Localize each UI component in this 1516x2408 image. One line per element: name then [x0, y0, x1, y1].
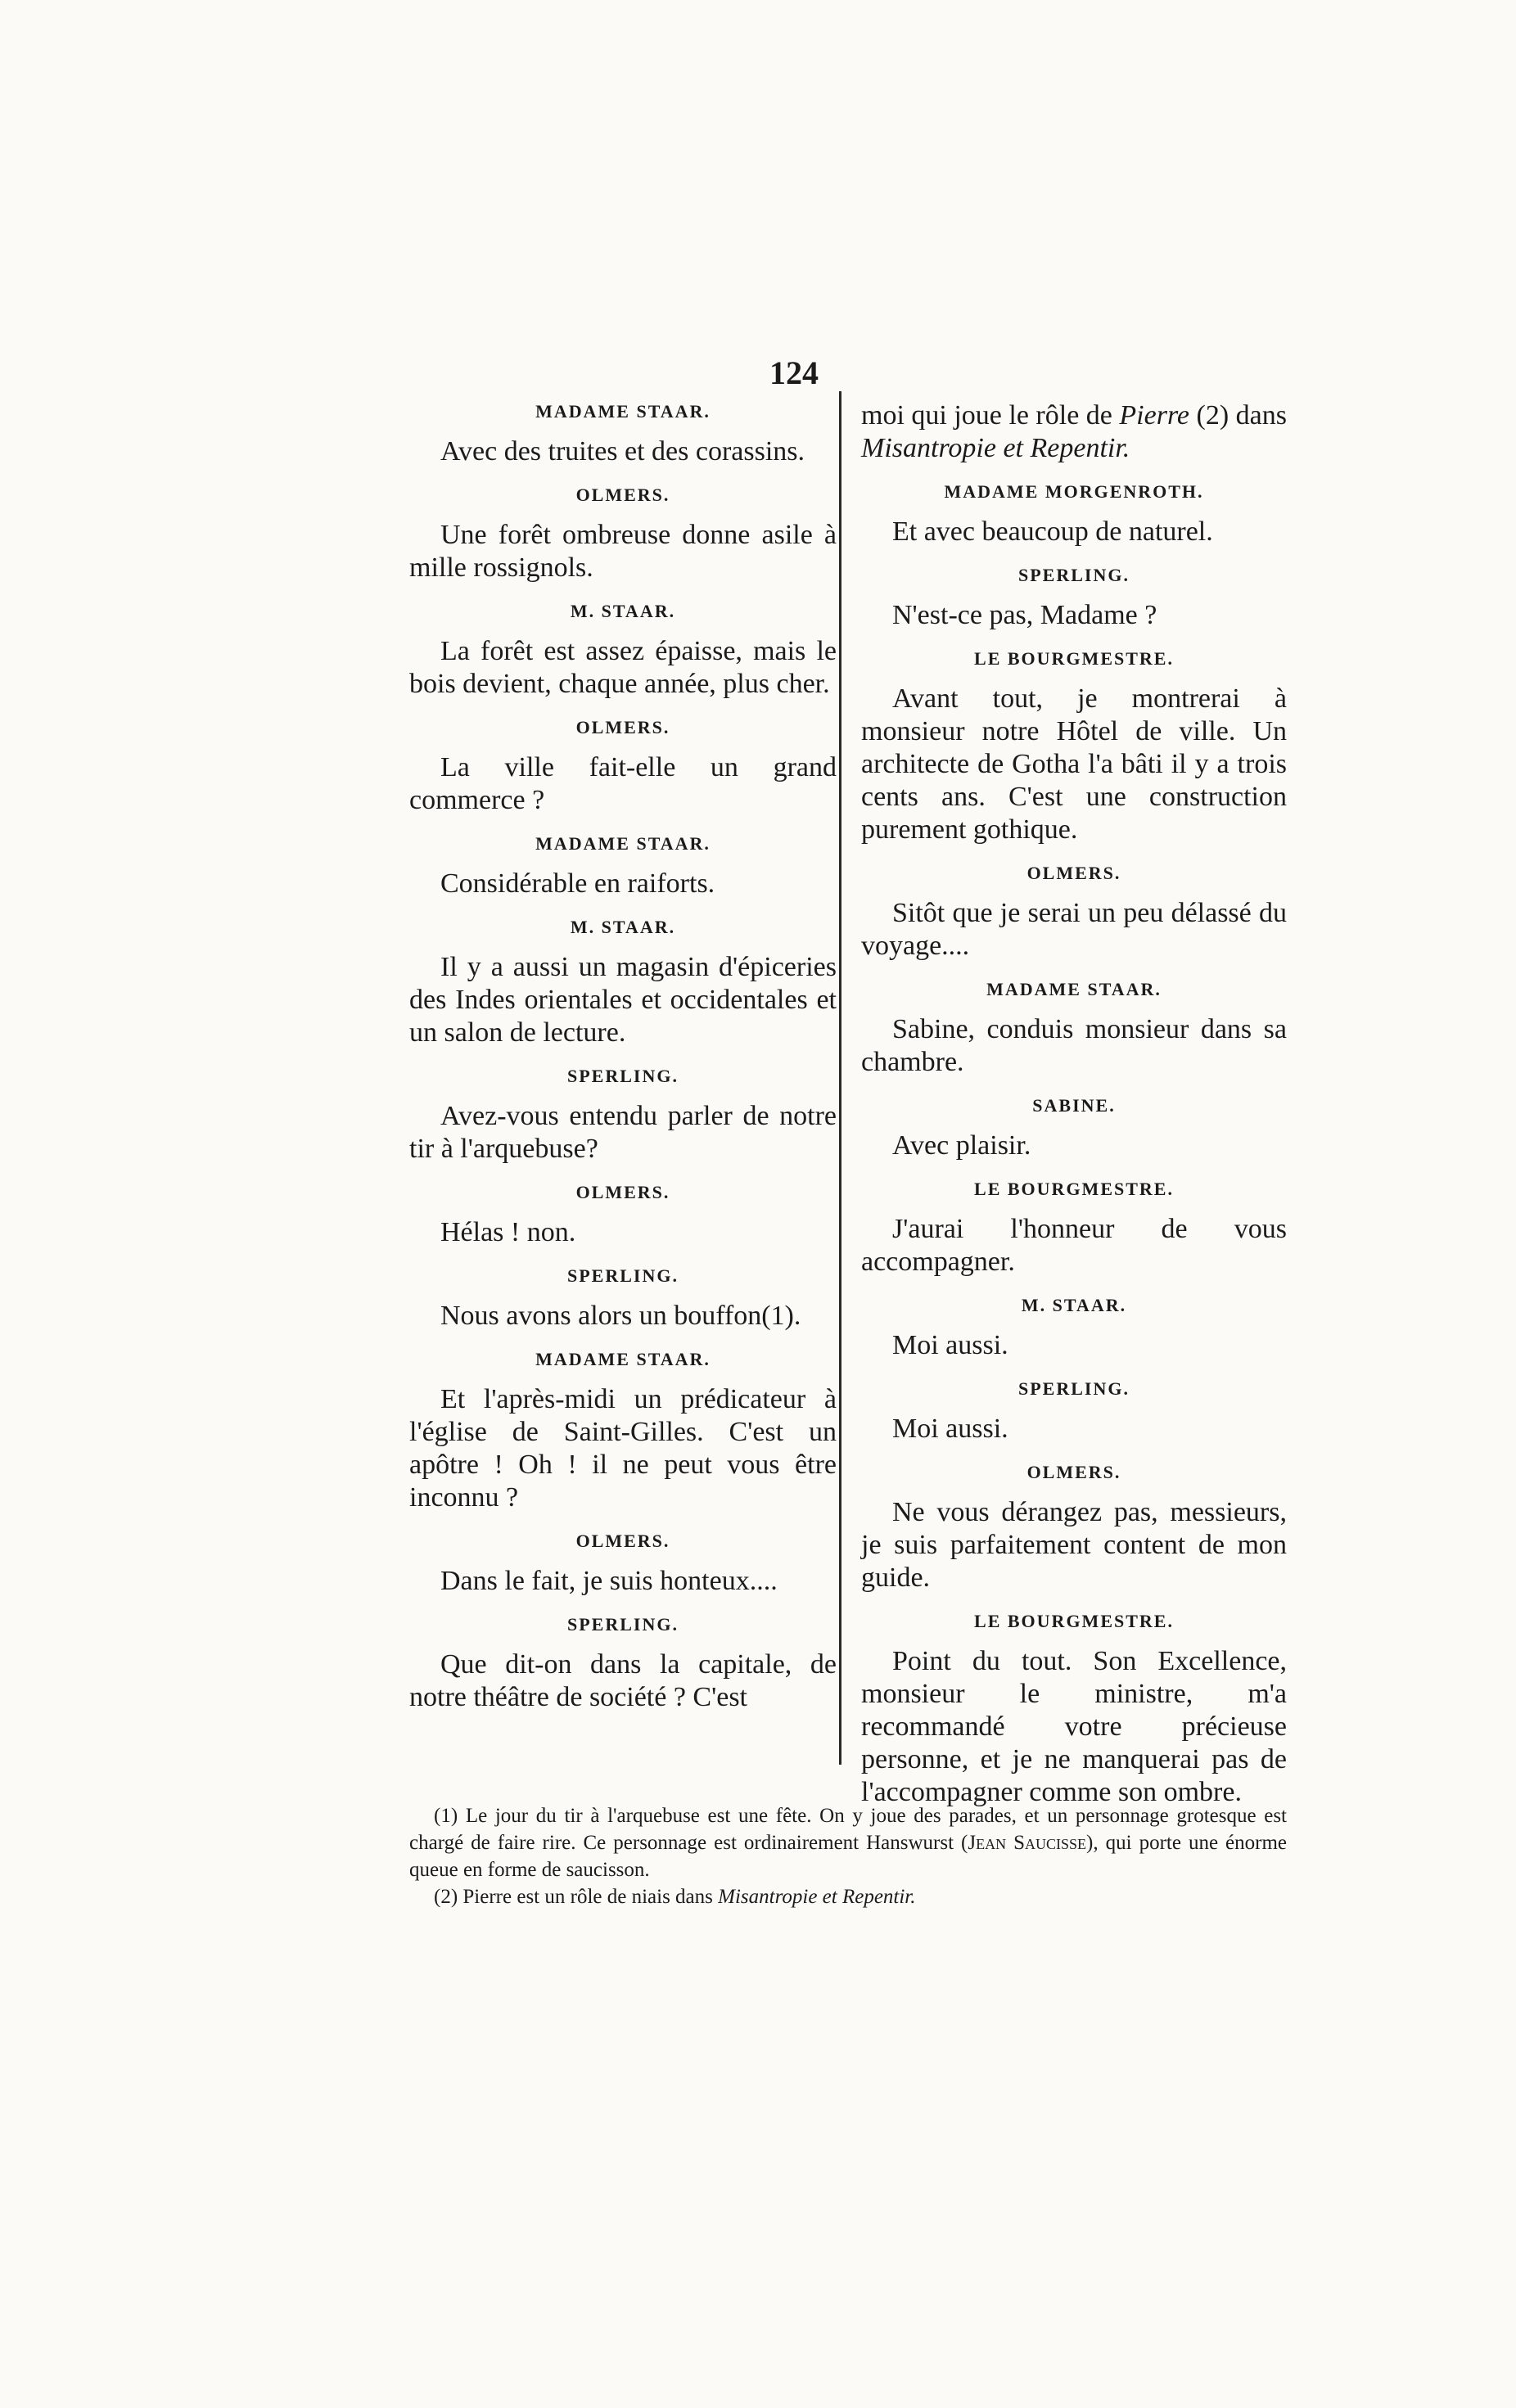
- dialogue-block: [861, 647, 1287, 846]
- speech-text: Avec des truites et des corassins.: [440, 436, 805, 467]
- dialogue-block: [409, 1180, 837, 1249]
- speaker-name: SPERLING.: [1018, 565, 1130, 585]
- footnote-2: [409, 1883, 1287, 1910]
- role-name: Pierre: [1119, 400, 1190, 431]
- speech-text: Et avec beaucoup de naturel.: [892, 516, 1213, 547]
- speech-text: N'est-ce pas, Madame ?: [892, 600, 1157, 630]
- speech-text: Dans le fait, je suis honteux....: [440, 1566, 778, 1596]
- dialogue-block: [409, 1529, 837, 1598]
- speaker-name: OLMERS.: [575, 485, 670, 505]
- speech-text: Nous avons alors un bouffon(1).: [440, 1301, 801, 1331]
- left-column: [409, 399, 837, 1729]
- speaker-name: M. STAAR.: [1021, 1295, 1127, 1315]
- dialogue-block: [409, 399, 837, 468]
- speaker-name: OLMERS.: [1026, 863, 1121, 883]
- footnote-text: (1) Le jour du tir à l'arquebuse est une fête. On y joue des parades, et un personnage grotesque est chargé de faire rire. Ce personnage est ordinairement Hanswurst (: [409, 1805, 1287, 1854]
- speech-text: Et l'après-midi un prédicateur à l'église de Saint-Gilles. C'est un apôtre ! Oh ! il ne peut vous être inconnu ?: [409, 1384, 837, 1513]
- speaker-name: OLMERS.: [575, 717, 670, 737]
- dialogue-block: [409, 483, 837, 584]
- continued-speech: [861, 399, 1287, 465]
- play-title: Misantropie et Repentir.: [861, 433, 1130, 463]
- speech-text: Il y a aussi un magasin d'épiceries des Indes orientales et occidentales et un salon de lecture.: [409, 952, 837, 1048]
- footnote-1: [409, 1802, 1287, 1883]
- speaker-name: MADAME MORGENROTH.: [944, 481, 1204, 502]
- speaker-name: SPERLING.: [567, 1066, 679, 1086]
- speaker-name: MADAME STAAR.: [535, 401, 711, 422]
- dialogue-block: [409, 915, 837, 1049]
- speaker-name: MADAME STAAR.: [535, 1349, 711, 1369]
- speech-text: Ne vous dérangez pas, messieurs, je suis parfaitement content de mon guide.: [861, 1497, 1287, 1593]
- column-divider: [839, 391, 841, 1765]
- dialogue-block: [861, 1094, 1287, 1162]
- dialogue-block: [861, 480, 1287, 548]
- speech-text: La forêt est assez épaisse, mais le bois devient, chaque année, plus cher.: [409, 636, 837, 699]
- speech-text: Sitôt que je serai un peu délassé du voyage....: [861, 898, 1287, 961]
- speech-text: Considérable en raiforts.: [440, 868, 715, 899]
- speaker-name: M. STAAR.: [570, 601, 676, 621]
- speaker-name: LE BOURGMESTRE.: [974, 648, 1174, 669]
- dialogue-block: [409, 1064, 837, 1166]
- dialogue-block: [861, 1609, 1287, 1809]
- speech-text: Avez-vous entendu parler de notre tir à l'arquebuse?: [409, 1101, 837, 1164]
- continued-text: moi qui joue le rôle de: [861, 400, 1120, 431]
- speaker-name: OLMERS.: [1026, 1462, 1121, 1482]
- speech-text: Moi aussi.: [892, 1414, 1008, 1444]
- speaker-name: SPERLING.: [567, 1614, 679, 1635]
- speaker-name: LE BOURGMESTRE.: [974, 1611, 1174, 1631]
- speech-text: Hélas ! non.: [440, 1217, 576, 1247]
- speaker-name: MADAME STAAR.: [535, 833, 711, 854]
- dialogue-block: [861, 977, 1287, 1079]
- dialogue-block: [861, 1293, 1287, 1362]
- speaker-name: OLMERS.: [575, 1531, 670, 1551]
- speech-text: Avec plaisir.: [892, 1130, 1031, 1161]
- footnote-ref: (2) dans: [1189, 400, 1287, 431]
- dialogue-block: [409, 832, 837, 900]
- speaker-name: LE BOURGMESTRE.: [974, 1179, 1174, 1199]
- speaker-name: MADAME STAAR.: [986, 979, 1162, 999]
- speaker-name: OLMERS.: [575, 1182, 670, 1202]
- speaker-name: SPERLING.: [567, 1265, 679, 1286]
- dialogue-block: [861, 1377, 1287, 1445]
- speaker-name: M. STAAR.: [570, 917, 676, 937]
- play-title: Misantropie et Repentir.: [718, 1886, 916, 1908]
- speaker-name: SPERLING.: [1018, 1378, 1130, 1399]
- dialogue-block: [409, 1612, 837, 1714]
- footnotes: [409, 1802, 1287, 1910]
- footnote-text: (2) Pierre est un rôle de niais dans: [434, 1886, 719, 1908]
- dialogue-block: [861, 563, 1287, 632]
- footnote-smallcaps: Jean Saucisse: [968, 1832, 1087, 1854]
- speech-text: Moi aussi.: [892, 1330, 1008, 1360]
- speech-text: Une forêt ombreuse donne asile à mille rossignols.: [409, 520, 837, 583]
- dialogue-block: [409, 715, 837, 817]
- dialogue-block: [861, 1177, 1287, 1278]
- dialogue-block: [861, 1460, 1287, 1594]
- dialogue-block: [861, 861, 1287, 963]
- dialogue-block: [409, 1264, 837, 1333]
- dialogue-block: [409, 1347, 837, 1514]
- footnote-text: ), qui porte une énorme queue en forme de saucisson.: [409, 1832, 1288, 1881]
- speech-text: La ville fait-elle un grand commerce ?: [409, 752, 837, 815]
- speech-text: J'aurai l'honneur de vous accompagner.: [861, 1214, 1287, 1277]
- dialogue-block: [409, 599, 837, 701]
- speech-text: Sabine, conduis monsieur dans sa chambre.: [861, 1014, 1287, 1077]
- speech-text: Point du tout. Son Excellence, monsieur le ministre, m'a recommandé votre précieuse personne, et je ne manquerai pas de l'accompagner comme son ombre.: [861, 1646, 1287, 1807]
- speech-text: Que dit-on dans la capitale, de notre théâtre de société ? C'est: [409, 1649, 837, 1712]
- speaker-name: SABINE.: [1032, 1095, 1116, 1116]
- right-column: [861, 399, 1287, 1824]
- speech-text: Avant tout, je montrerai à monsieur notre Hôtel de ville. Un architecte de Gotha l'a bâti il y a trois cents ans. C'est une construction purement gothique.: [861, 683, 1287, 845]
- page-number: 124: [769, 354, 819, 391]
